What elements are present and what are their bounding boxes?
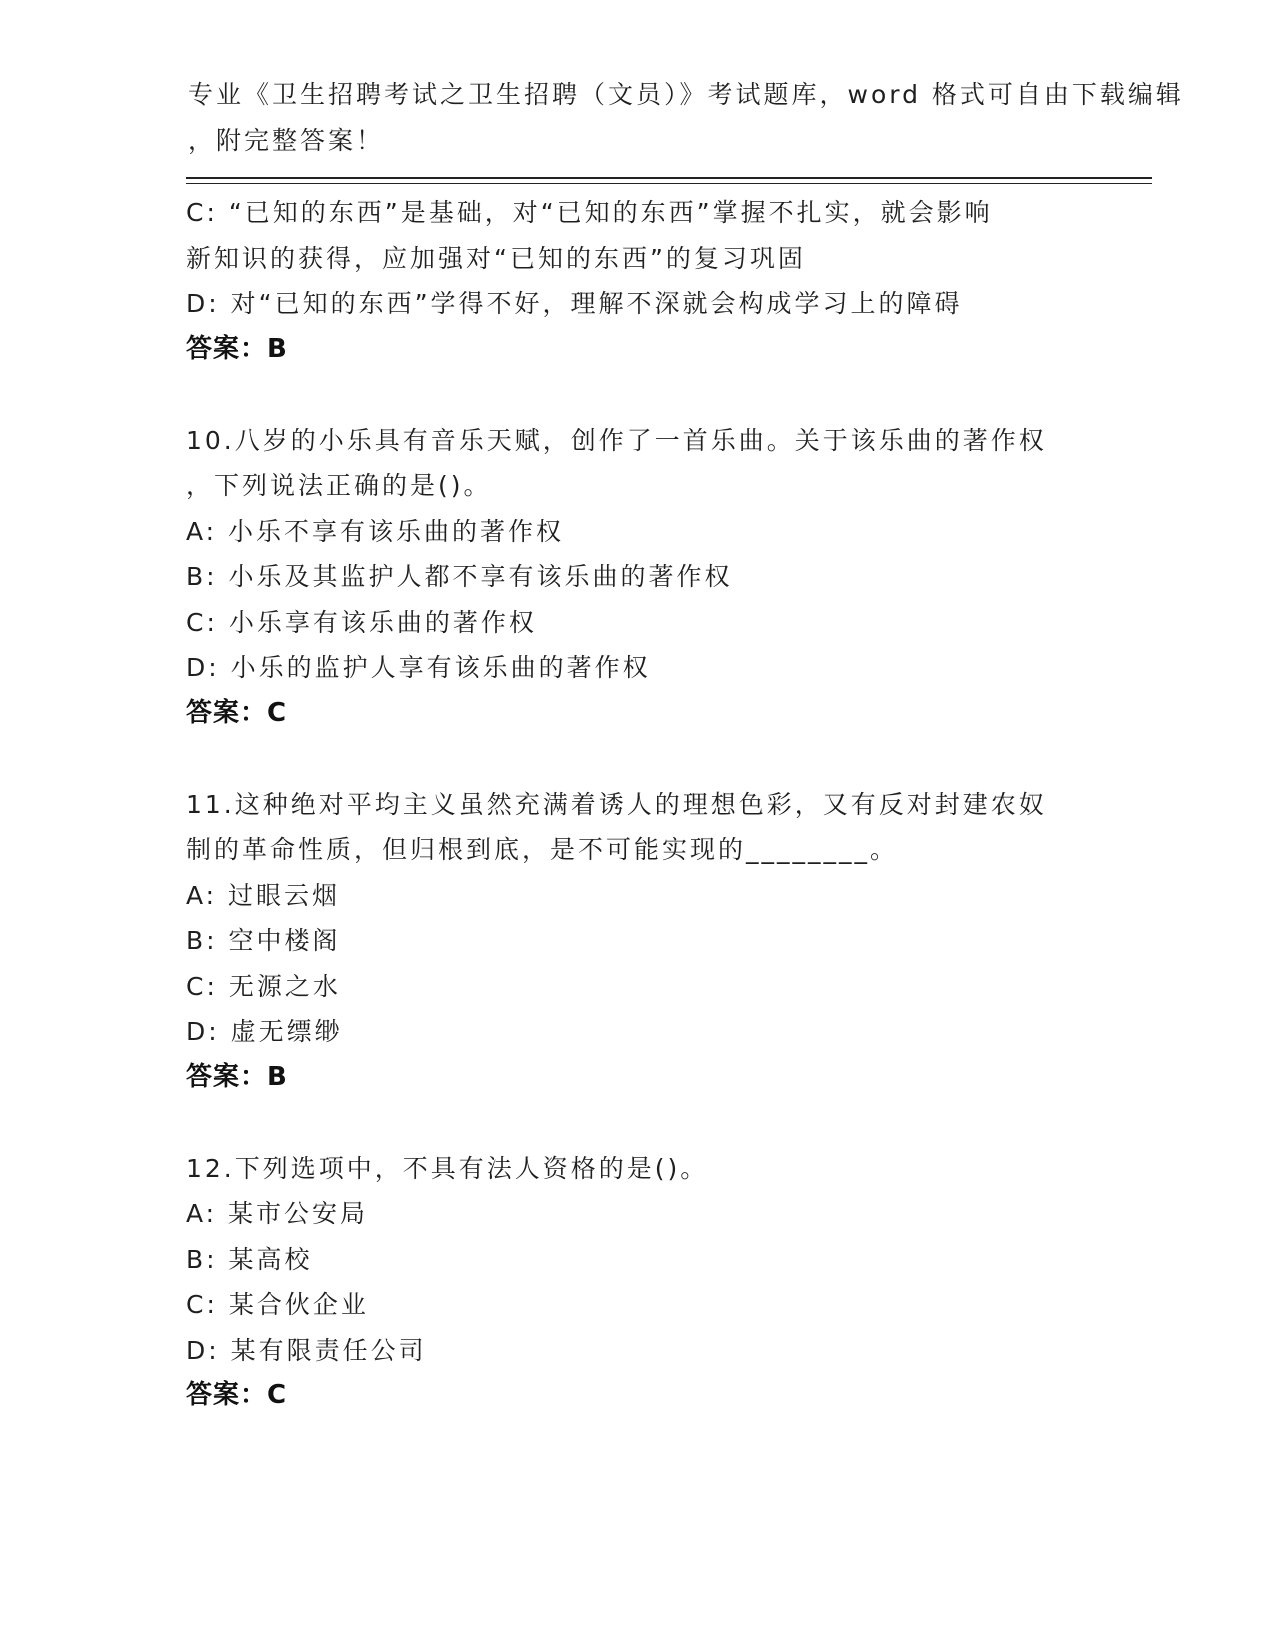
option-d: D: 对“已知的东西”学得不好，理解不深就会构成学习上的障碍 <box>186 289 963 318</box>
option-c-line-1: C: “已知的东西”是基础，对“已知的东西”掌握不扎实，就会影响 <box>186 198 993 227</box>
question-11 <box>186 782 1146 1101</box>
answer: 答案：C <box>186 1380 288 1410</box>
option-d: D: 小乐的监护人享有该乐曲的著作权 <box>186 653 651 682</box>
answer: 答案：B <box>186 333 288 364</box>
answer: 答案：B <box>186 1061 288 1092</box>
question-stem-line-2: 制的革命性质，但归根到底，是不可能实现的________。 <box>186 835 899 864</box>
question-9-tail <box>186 190 1146 372</box>
header-rule-thick <box>186 177 1152 179</box>
question-12 <box>186 1146 1146 1419</box>
option-b: B: 某高校 <box>186 1244 313 1274</box>
option-b: B: 小乐及其监护人都不享有该乐曲的著作权 <box>186 562 733 591</box>
document-header <box>188 72 1184 163</box>
header-line-2: ，附完整答案！ <box>188 125 385 155</box>
option-a: A: 小乐不享有该乐曲的著作权 <box>186 516 565 546</box>
header-rule-thin <box>186 183 1152 184</box>
question-list <box>186 190 1146 1419</box>
question-stem-line-1: 10.八岁的小乐具有音乐天赋，创作了一首乐曲。关于该乐曲的著作权 <box>186 425 1047 455</box>
question-stem-line-2: ，下列说法正确的是()。 <box>186 471 492 500</box>
option-c: C: 某合伙企业 <box>186 1290 369 1319</box>
spacer <box>186 372 1146 418</box>
option-b: B: 空中楼阁 <box>186 926 341 955</box>
header-line-1: 专业《卫生招聘考试之卫生招聘（文员）》考试题库，word 格式可自由下载编辑 <box>188 80 1184 109</box>
option-a: A: 过眼云烟 <box>186 880 341 910</box>
spacer <box>186 1100 1146 1146</box>
question-10 <box>186 418 1146 737</box>
question-stem-line-1: 11.这种绝对平均主义虽然充满着诱人的理想色彩，又有反对封建农奴 <box>186 789 1047 819</box>
answer: 答案：C <box>186 697 288 728</box>
option-d: D: 虚无缥缈 <box>186 1017 343 1046</box>
spacer <box>186 736 1146 782</box>
option-c: C: 无源之水 <box>186 971 341 1001</box>
option-c: C: 小乐享有该乐曲的著作权 <box>186 607 537 637</box>
option-a: A: 某市公安局 <box>186 1199 369 1228</box>
question-stem-line-1: 12.下列选项中，不具有法人资格的是()。 <box>186 1153 709 1183</box>
option-c-line-2: 新知识的获得，应加强对“已知的东西”的复习巩固 <box>186 243 806 273</box>
option-d: D: 某有限责任公司 <box>186 1335 427 1365</box>
